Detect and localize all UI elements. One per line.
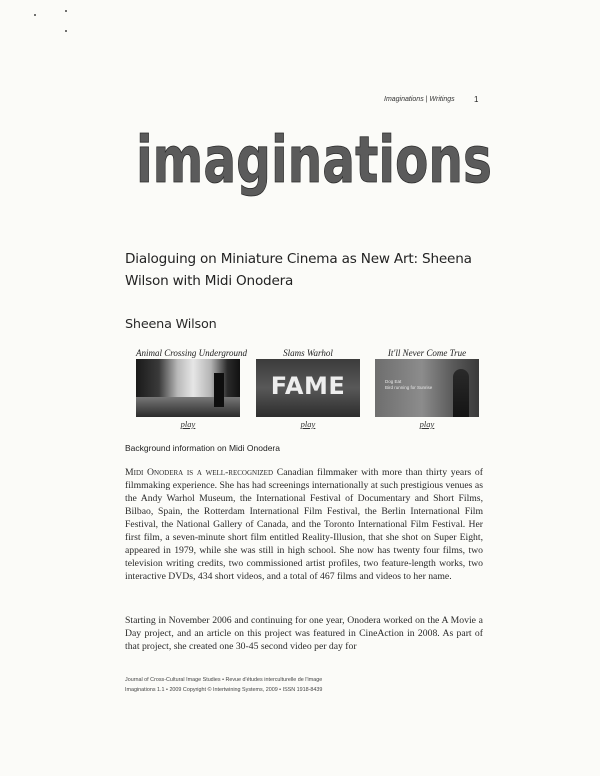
page-number: 1 (474, 95, 479, 104)
article-author: Sheena Wilson (125, 317, 217, 332)
thumbnail-figure (453, 369, 469, 417)
film-card-never-come-true (375, 347, 479, 429)
play-link[interactable]: play (419, 419, 435, 429)
section-label: Background information on Midi Onodera (125, 443, 280, 453)
scan-speck (34, 14, 36, 16)
thumbnail-fame-text: FAME (270, 372, 346, 400)
article-title: Dialoguing on Miniature Cinema as New Art: Sheena Wilson with Midi Onodera (125, 251, 472, 289)
film-thumbnail[interactable] (256, 359, 360, 417)
paragraph-lead-in: Midi Onodera is a well-recognized (125, 467, 274, 478)
film-thumbnail[interactable] (375, 359, 479, 417)
thumbnail-pole (214, 373, 224, 407)
thumbnail-floor (136, 397, 240, 417)
running-head: Imaginations | Writings (384, 96, 455, 103)
film-card-slams-warhol (256, 347, 360, 429)
film-title: Slams Warhol (283, 348, 333, 358)
play-link[interactable]: play (180, 419, 196, 429)
film-title: Animal Crossing Underground (136, 348, 248, 358)
thumbnail-caption: Dog Eat Bird running for Sunrise (385, 379, 433, 390)
film-thumbnail[interactable] (136, 359, 240, 417)
scan-speck (65, 10, 67, 12)
body-paragraph-2: Starting in November 2006 and continuing for one year, Onodera worked on the A Movie a Day project, and an article on this project was featured in CineAction in 2008. As part of that project, she created one 30-45 second video per day for (125, 615, 483, 652)
scan-speck (65, 30, 67, 32)
film-card-animal-crossing (136, 347, 248, 429)
footer-journal-line: Journal of Cross-Cultural Image Studies • Revue d'études interculturelle de l'image (125, 677, 323, 683)
body-paragraph-1 (125, 466, 483, 583)
footer-copyright-line: Imaginations 1.1 • 2009 Copyright © Intertwining Systems, 2009 • ISSN 1918-8439 (125, 687, 323, 693)
paragraph-text: Canadian filmmaker with more than thirty years of filmmaking experience. She has had screenings internationally at such prestigious venues as the Andy Warhol Museum, the International Festival of Documentary and Short Films, Bilbao, Spain, the Rotterdam International Film Festival, the Berlin International Film Festival, the National Gallery of Canada, and the Toronto International Film Festival. Her first film, a seven-minute short film entitled Reality-Illusion, that she shot on Super Eight, appeared in 1979, while she was still in high school. She now has twenty four films, two television writing credits, two commissioned artist profiles, two feature-length works, two interactive DVDs, 434 short videos, and a total of 467 films and videos to her name. (125, 467, 483, 582)
logo-wordmark: imaginations (136, 124, 492, 198)
film-title: It'll Never Come True (387, 348, 467, 358)
play-link[interactable]: play (300, 419, 316, 429)
imaginations-logo (134, 126, 494, 200)
